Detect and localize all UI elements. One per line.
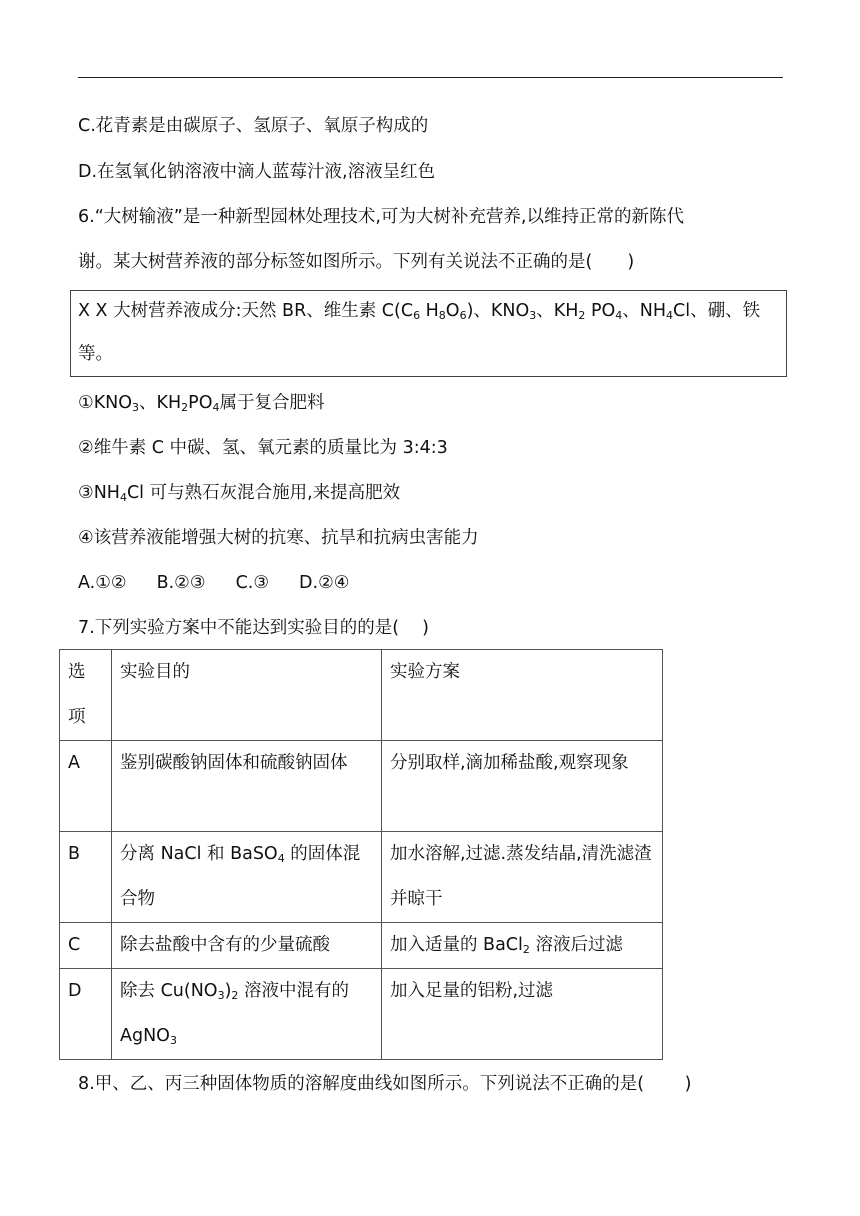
q6-option-c: C.③ [235, 573, 270, 593]
header-purpose: 实验目的 [112, 650, 382, 741]
option-d-text: D.在氢氧化钠溶液中滴人蓝莓汁液,溶液呈红色 [78, 162, 436, 182]
question-6-line-2: 谢。某大树营养液的部分标签如图所示。下列有关说法不正确的是( ) [78, 252, 635, 272]
statement-2: ②维牛素 C 中碳、氢、氧元素的质量比为 3:4:3 [78, 438, 448, 458]
header-option: 选项 [60, 650, 112, 741]
label-line-1: X X 大树营养液成分:天然 BR、维生素 $C(C_6$ $H_8O_6$)、$KNO_3$、$KH_2$ $PO_4$、$NH_4Cl$、硼、铁 [78, 301, 761, 322]
experiment-table [59, 649, 663, 1060]
table-row [60, 832, 663, 923]
statement-3: $③NH_4Cl$ 可与熟石灰混合施用,来提高肥效 [78, 483, 401, 504]
row-purpose: 除去 $Cu(NO_3)_2$ 溶液中混有的 AgNO$_3$ [112, 969, 382, 1060]
table-row [60, 741, 663, 832]
statement-4: ④该营养液能增强大树的抗寒、抗旱和抗病虫害能力 [78, 528, 479, 548]
row-purpose: 分离 NaCl 和 BaSO$_4$ 的固体混合物 [112, 832, 382, 923]
question-6-options [78, 570, 349, 596]
q6-option-d: D.②④ [299, 573, 350, 593]
row-option: A [60, 741, 112, 832]
row-purpose: 除去盐酸中含有的少量硫酸 [112, 923, 382, 969]
header-rule [78, 77, 783, 78]
row-plan: 加水溶解,过滤.蒸发结晶,清洗滤渣并晾干 [382, 832, 663, 923]
table-row [60, 923, 663, 969]
header-plan: 实验方案 [382, 650, 663, 741]
row-option: C [60, 923, 112, 969]
nutrient-label-box [70, 290, 787, 377]
row-plan: 分别取样,滴加稀盐酸,观察现象 [382, 741, 663, 832]
table-row [60, 969, 663, 1060]
row-plan: 加入足量的铝粉,过滤 [382, 969, 663, 1060]
q6-option-a: A.①② [78, 573, 127, 593]
q6-option-b: B.②③ [156, 573, 206, 593]
question-7-title: 7.下列实验方案中不能达到实验目的的是( ) [78, 618, 429, 638]
label-line-2: 等。 [78, 344, 113, 364]
option-c-text: C.花青素是由碳原子、氢原子、氧原子构成的 [78, 116, 429, 136]
table-header-row [60, 650, 663, 741]
question-8-title: 8.甲、乙、丙三种固体物质的溶解度曲线如图所示。下列说法不正确的是( ) [78, 1074, 692, 1094]
statement-1: $①KNO_3$、$KH_2PO_4$属于复合肥料 [78, 393, 325, 414]
row-option: D [60, 969, 112, 1060]
question-6-line-1: 6.“大树输液”是一种新型园林处理技术,可为大树补充营养,以维持正常的新陈代 [78, 207, 684, 227]
row-plan: 加入适量的 BaCl$_2$ 溶液后过滤 [382, 923, 663, 969]
row-option: B [60, 832, 112, 923]
row-purpose: 鉴别碳酸钠固体和硫酸钠固体 [112, 741, 382, 832]
